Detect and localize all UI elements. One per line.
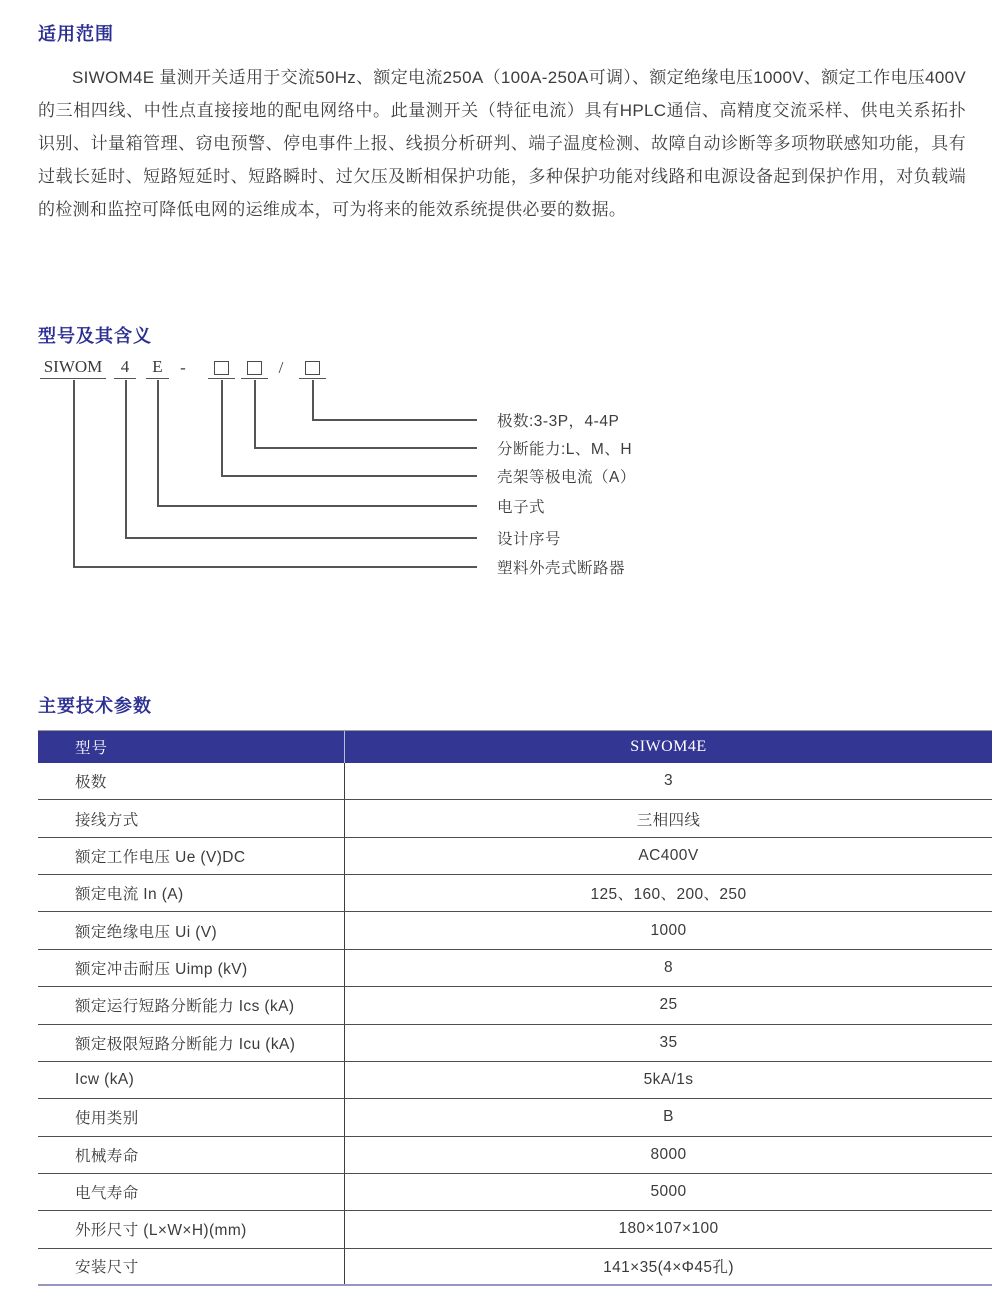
model-heading: 型号及其含义 <box>38 326 152 346</box>
table-row <box>38 1062 992 1099</box>
label-breaking-capacity: 分断能力:L、M、H <box>497 441 633 458</box>
table-row <box>38 1249 992 1286</box>
connector-line <box>73 380 75 566</box>
spec-param: 额定工作电压 Ue (V)DC <box>75 848 246 866</box>
table-header-row <box>38 730 992 763</box>
model-series: 4 <box>114 352 136 379</box>
table-row <box>38 875 992 912</box>
connector-line <box>157 505 477 507</box>
header-value: SIWOM4E <box>344 731 992 763</box>
table-row <box>38 838 992 875</box>
connector-line <box>312 380 314 420</box>
spec-value: 5kA/1s <box>344 1062 992 1098</box>
table-row <box>38 1137 992 1174</box>
label-poles: 极数:3-3P，4-4P <box>497 413 620 430</box>
spec-value: 1000 <box>344 912 992 948</box>
connector-line <box>125 380 127 537</box>
spec-value: 8000 <box>344 1137 992 1173</box>
table-row <box>38 800 992 837</box>
frame-current-box <box>208 352 235 379</box>
spec-param: 使用类别 <box>75 1110 139 1128</box>
scope-paragraph: SIWOM4E 量测开关适用于交流50Hz、额定电流250A（100A-250A可调）、额定绝缘电压1000V、额定工作电压400V的三相四线、中性点直接接地的配电网络中。此量测开关（特征电流）具有HPLC通信、高精度交流采样、供电关系拓扑识别、计量箱管理、窃电预警、停电事件上报、线损分析研判、端子温度检测、故障自动诊断等多项物联感知功能，具有过载长延时、短路短延时、短路瞬时、过欠压及断相保护功能，多种保护功能对线路和电源设备起到保护作用，对负载端的检测和监控可降低电网的运维成本，可为将来的能效系统提供必要的数据。 <box>38 68 966 219</box>
label-frame-current: 壳架等极电流（A） <box>497 469 636 486</box>
table-row <box>38 1025 992 1062</box>
spec-param: 极数 <box>75 774 107 792</box>
spec-param: 接线方式 <box>75 811 139 829</box>
connector-line <box>254 447 477 449</box>
model-type: E <box>146 352 169 379</box>
connector-line <box>221 380 223 476</box>
connector-line <box>312 419 477 421</box>
spec-param: 安装尺寸 <box>75 1259 139 1277</box>
table-row <box>38 912 992 949</box>
spec-value: 141×35(4×Φ45孔) <box>344 1249 992 1284</box>
label-electronic-type: 电子式 <box>497 499 546 516</box>
spec-value: AC400V <box>344 838 992 874</box>
spec-param: 机械寿命 <box>75 1147 139 1165</box>
spec-value: 5000 <box>344 1174 992 1210</box>
spec-param: Icw (kA) <box>75 1071 135 1089</box>
table-row <box>38 950 992 987</box>
placeholder-box-icon <box>214 361 229 375</box>
spec-param: 额定极限短路分断能力 Icu (kA) <box>75 1035 296 1053</box>
table-row <box>38 1211 992 1248</box>
model-dash: - <box>180 358 186 377</box>
breaking-capacity-box <box>241 352 268 379</box>
spec-param: 外形尺寸 (L×W×H)(mm) <box>75 1222 247 1240</box>
specs-heading: 主要技术参数 <box>38 696 152 716</box>
connector-line <box>157 380 159 506</box>
label-mccb: 塑料外壳式断路器 <box>497 560 626 577</box>
spec-param: 额定绝缘电压 Ui (V) <box>75 923 218 941</box>
table-row <box>38 1099 992 1136</box>
connector-line <box>221 475 477 477</box>
placeholder-box-icon <box>305 361 320 375</box>
spec-param: 额定冲击耐压 Uimp (kV) <box>75 960 248 978</box>
spec-param: 电气寿命 <box>75 1185 139 1203</box>
spec-value: 35 <box>344 1025 992 1061</box>
scope-heading: 适用范围 <box>38 24 114 44</box>
model-slash: / <box>278 358 284 377</box>
poles-box <box>299 352 326 379</box>
spec-value: 3 <box>344 763 992 799</box>
spec-value: B <box>344 1099 992 1135</box>
spec-param: 额定电流 In (A) <box>75 886 184 904</box>
connector-line <box>73 566 477 568</box>
spec-value: 125、160、200、250 <box>344 875 992 911</box>
spec-value: 8 <box>344 950 992 986</box>
spec-value: 180×107×100 <box>344 1211 992 1247</box>
connector-line <box>254 380 256 448</box>
header-param: 型号 <box>75 740 109 757</box>
label-design-serial: 设计序号 <box>497 531 562 548</box>
specs-table <box>38 730 992 1286</box>
table-row <box>38 987 992 1024</box>
spec-value: 三相四线 <box>344 800 992 836</box>
table-row <box>38 763 992 800</box>
table-row <box>38 1174 992 1211</box>
model-prefix: SIWOM <box>40 352 106 379</box>
connector-line <box>125 537 477 539</box>
model-designation-diagram <box>38 352 738 587</box>
placeholder-box-icon <box>247 361 262 375</box>
spec-param: 额定运行短路分断能力 Ics (kA) <box>75 998 295 1016</box>
spec-value: 25 <box>344 987 992 1023</box>
